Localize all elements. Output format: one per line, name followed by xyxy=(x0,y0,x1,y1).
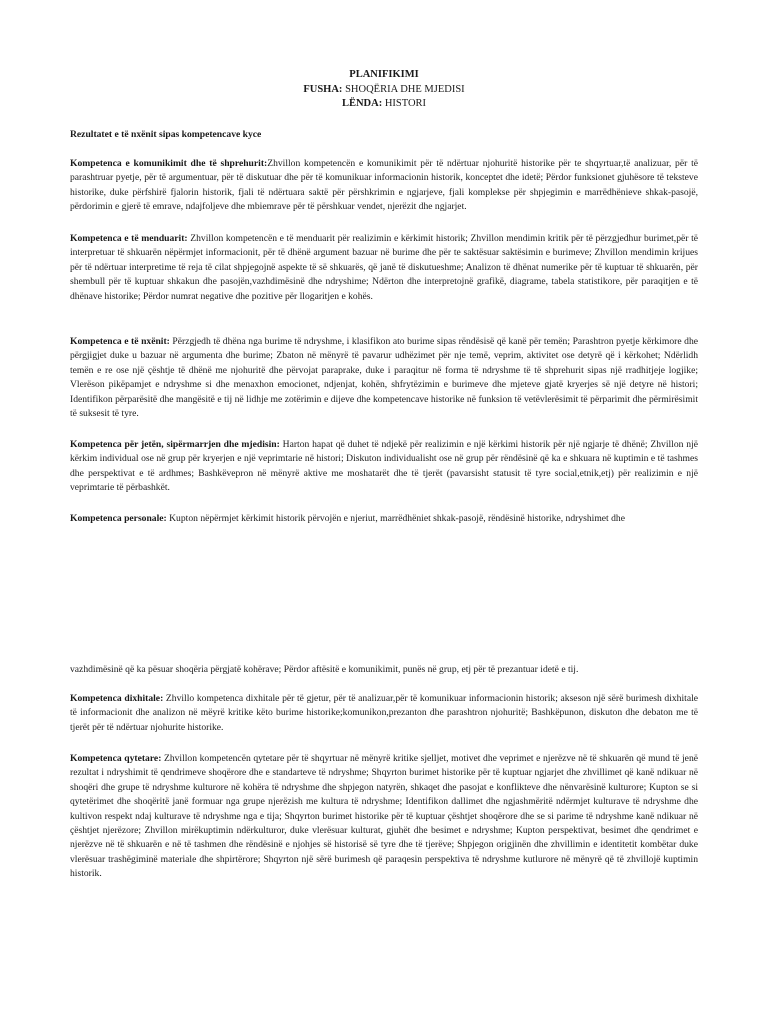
section-jeten xyxy=(70,438,698,496)
section-label: Kompetenca për jetën, sipërmarrjen dhe mjedisin: xyxy=(70,439,280,450)
section-label: Kompetenca qytetare: xyxy=(70,753,162,764)
page-title: PLANIFIKIMI xyxy=(349,69,419,80)
section-menduarit xyxy=(70,232,698,304)
lenda-value: HISTORI xyxy=(382,98,427,109)
section-text: Zhvillon kompetencën e të menduarit për realizimin e kërkimit historik; Zhvillon mendimin kritik për të përzgjedhur burimet,për të interpretuar të shkuarën nëpërmjet informacionit, për të dhënë argument bazuar në burime dhe për te saktësuar saktësimin e burimeve; Zhvillon mendimin krijues për të ndërtuar interpretime të reja të cilat shpjegojnë aspekte të së shkuarës, që janë të diskutueshme; Analizon të dhënat numerike për të kuptuar të shkuarën, për shembull për të kuptuar shkakun dhe pasojën,vazhdimësinë dhe ndryshime; Ndërton dhe interpretojnë grafikë, diagrame, tabela statistikore, për paraqitjen e të dhënave historike; Përdor numrat negative dhe pozitive për llogaritjen e kohës. xyxy=(70,233,698,302)
fusha-label: FUSHA: xyxy=(303,83,343,95)
section-text: Përzgjedh të dhëna nga burime të ndryshme, i klasifikon ato burime sipas rëndësisë që kanë për temën; Parashtron pyetje kërkimore dhe përgjigjet duke u bazuar në argumenta dhe burime; Zbaton në mënyrë të pavarur udhëzimet për nje temë, veprim, aktivitet ose detyrë që i kërkohet; Ndërlidh temën e re ose një çështje të dhënë me njohuritë dhe përvojat paraprake, duke i paraqitur në forma të ndryshme të të shprehurit sipas një rradhitjeje logjike; Vlerëson pikëpamjet e ndryshme si dhe menaxhon emocionet, ndjenjat, kohën, shfrytëzimin e burimeve dhe mjeteve gjatë kryerjes së një detyre në histori; Identifikon përparësitë dhe mangësitë e tij në lidhje me zotërimin e dijeve dhe kompetencave historike në funksion të vetëvlerësimit të përparimit dhe përmirësimit të suksesit të tyre. xyxy=(70,336,698,420)
section-text: Kupton nëpërmjet kërkimit historik përvojën e njeriut, marrëdhëniet shkak-pasojë, rëndësinë historike, ndryshimet dhe xyxy=(166,513,625,524)
section-label: Kompetenca personale: xyxy=(70,513,167,524)
section-label: Kompetenca dixhitale: xyxy=(70,693,164,704)
document-header xyxy=(0,68,768,112)
section-text: Zhvillon kompetencën qytetare për të shqyrtuar në mënyrë kritike sjelljet, motivet dhe veprimet e njerëzve në të shkuarën që mund të jenë rezultat i ndryshimit të qendrimeve shoqërore dhe e standarteve të ndryshme; Shqyrton burimet historike për të kuptuar ngjarjet dhe zhvillimet që kanë ndikuar në shoqëri dhe grupe të ndryshme kulturore në kohëra të ndryshme dhe shpjegon natyrën, shkaqet dhe pasojat e konflikteve dhe nënvarësinë kulturore; Kupton se si qytetërimet dhe shoqëritë janë formuar nga grupe njerëzish me kultura të ndryshme; Identifikon dallimet dhe ngjashmëritë ndërmjet kulturave të ndryshme dhe kultivon respekt ndaj kulturave të ndryshme nga e tija; Shqyrton burimet historike për të kuptuar çështjet shoqërore dhe se si parime të ndryshme kanë ndikuar në çështjet njerëzore; Zhvillon mirëkuptimin ndërkulturor, duke vlerësuar kulturat, gjuhët dhe besimet e ndryshme; Kupton perspektivat, besimet dhe qendrimet e njerëzve në të shkuarën e në të tashmen dhe rëndësinë e njohjes së historisë së tyre dhe të tjerëve; Shpjegon origjinën dhe zhvillimin e identitetit kombëtar duke vlerësuar trashëgiminë materiale dhe shpirtërore; Shqyrton një sërë burimesh që paraqesin perspektiva të ndryshme kutlurore në mënyrë që të zhvillojë kuptimin historik. xyxy=(70,753,698,880)
fusha-line xyxy=(0,83,768,98)
section-text: Zhvillon kompetencën e komunikimit për të ndërtuar njohuritë historike për te shqyrtuar,të analizuar, për të parashtruar pyetje, për të argumentuar, për të diskutuar dhe për të komunikuar informacionin historik, konceptet dhe idetë; Përdor funksionet gjuhësore të teksteve historike, duke përfshirë fjalorin historik, fjali të ndërtuara saktë për përshkrimin e ngjarjeve, fjali komplekse për shpjegimin e marrëdhënieve shkak-pasojë, përdorimin e gjerë të emrave, ndajfoljeve dhe mbiemrave për të përshkuar vendet, njerëzit dhe ngjarjet. xyxy=(70,158,698,213)
section-text: Zhvillo kompetenca dixhitale për të gjetur, për të analizuar,për të komunikuar informacionin historik; akseson një sërë burimesh dixhitale të informacionit dhe analizon në mëyrë kritike këto burime historike;komunikon,prezanton dhe parashtron njohuritë; Bashkëpunon, diskuton dhe debaton me të tjerët për të ndërtuar njohurite historike. xyxy=(70,693,698,733)
section-personale xyxy=(70,512,698,526)
section-label: Kompetenca e të menduarit: xyxy=(70,233,188,244)
lenda-line xyxy=(0,97,768,112)
section-text: Harton hapat që duhet të ndjekë për realizimin e një kërkimi historik për një ngjarje të dhënë; Zhvillon një kërkim individual ose në grup për kryerjen e një veprimtarie në histori; Diskuton individualisht ose në grup për rëndësinë që ka e shkuara në kuptimin e të tashmes dhe perspektivat e të ardhmes; Bashkëvepron në mënyrë aktive me moshatarët dhe të tjerët (pavarsisht statusit të tyre social,etnik,etj) për realizimin e një veprimtarie të përbashkët. xyxy=(70,439,698,494)
section-label: Kompetenca e komunikimit dhe të shprehurit: xyxy=(70,158,268,169)
fusha-value: SHOQËRIA DHE MJEDISI xyxy=(342,83,465,95)
section-personale-continuation xyxy=(70,663,698,677)
section-dixhitale xyxy=(70,692,698,735)
intro-heading: Rezultatet e të nxënit sipas kompetencave kyce xyxy=(70,129,262,140)
section-qytetare xyxy=(70,752,698,882)
section-komunikimit xyxy=(70,157,698,215)
section-nxenit xyxy=(70,335,698,421)
section-text: vazhdimësinë që ka pësuar shoqëria përgjatë kohërave; Përdor aftësitë e komunikimit, punës në grup, etj për të prezantuar idetë e tij. xyxy=(70,664,579,675)
lenda-label: LËNDA: xyxy=(341,98,383,109)
section-label: Kompetenca e të nxënit: xyxy=(70,336,170,347)
